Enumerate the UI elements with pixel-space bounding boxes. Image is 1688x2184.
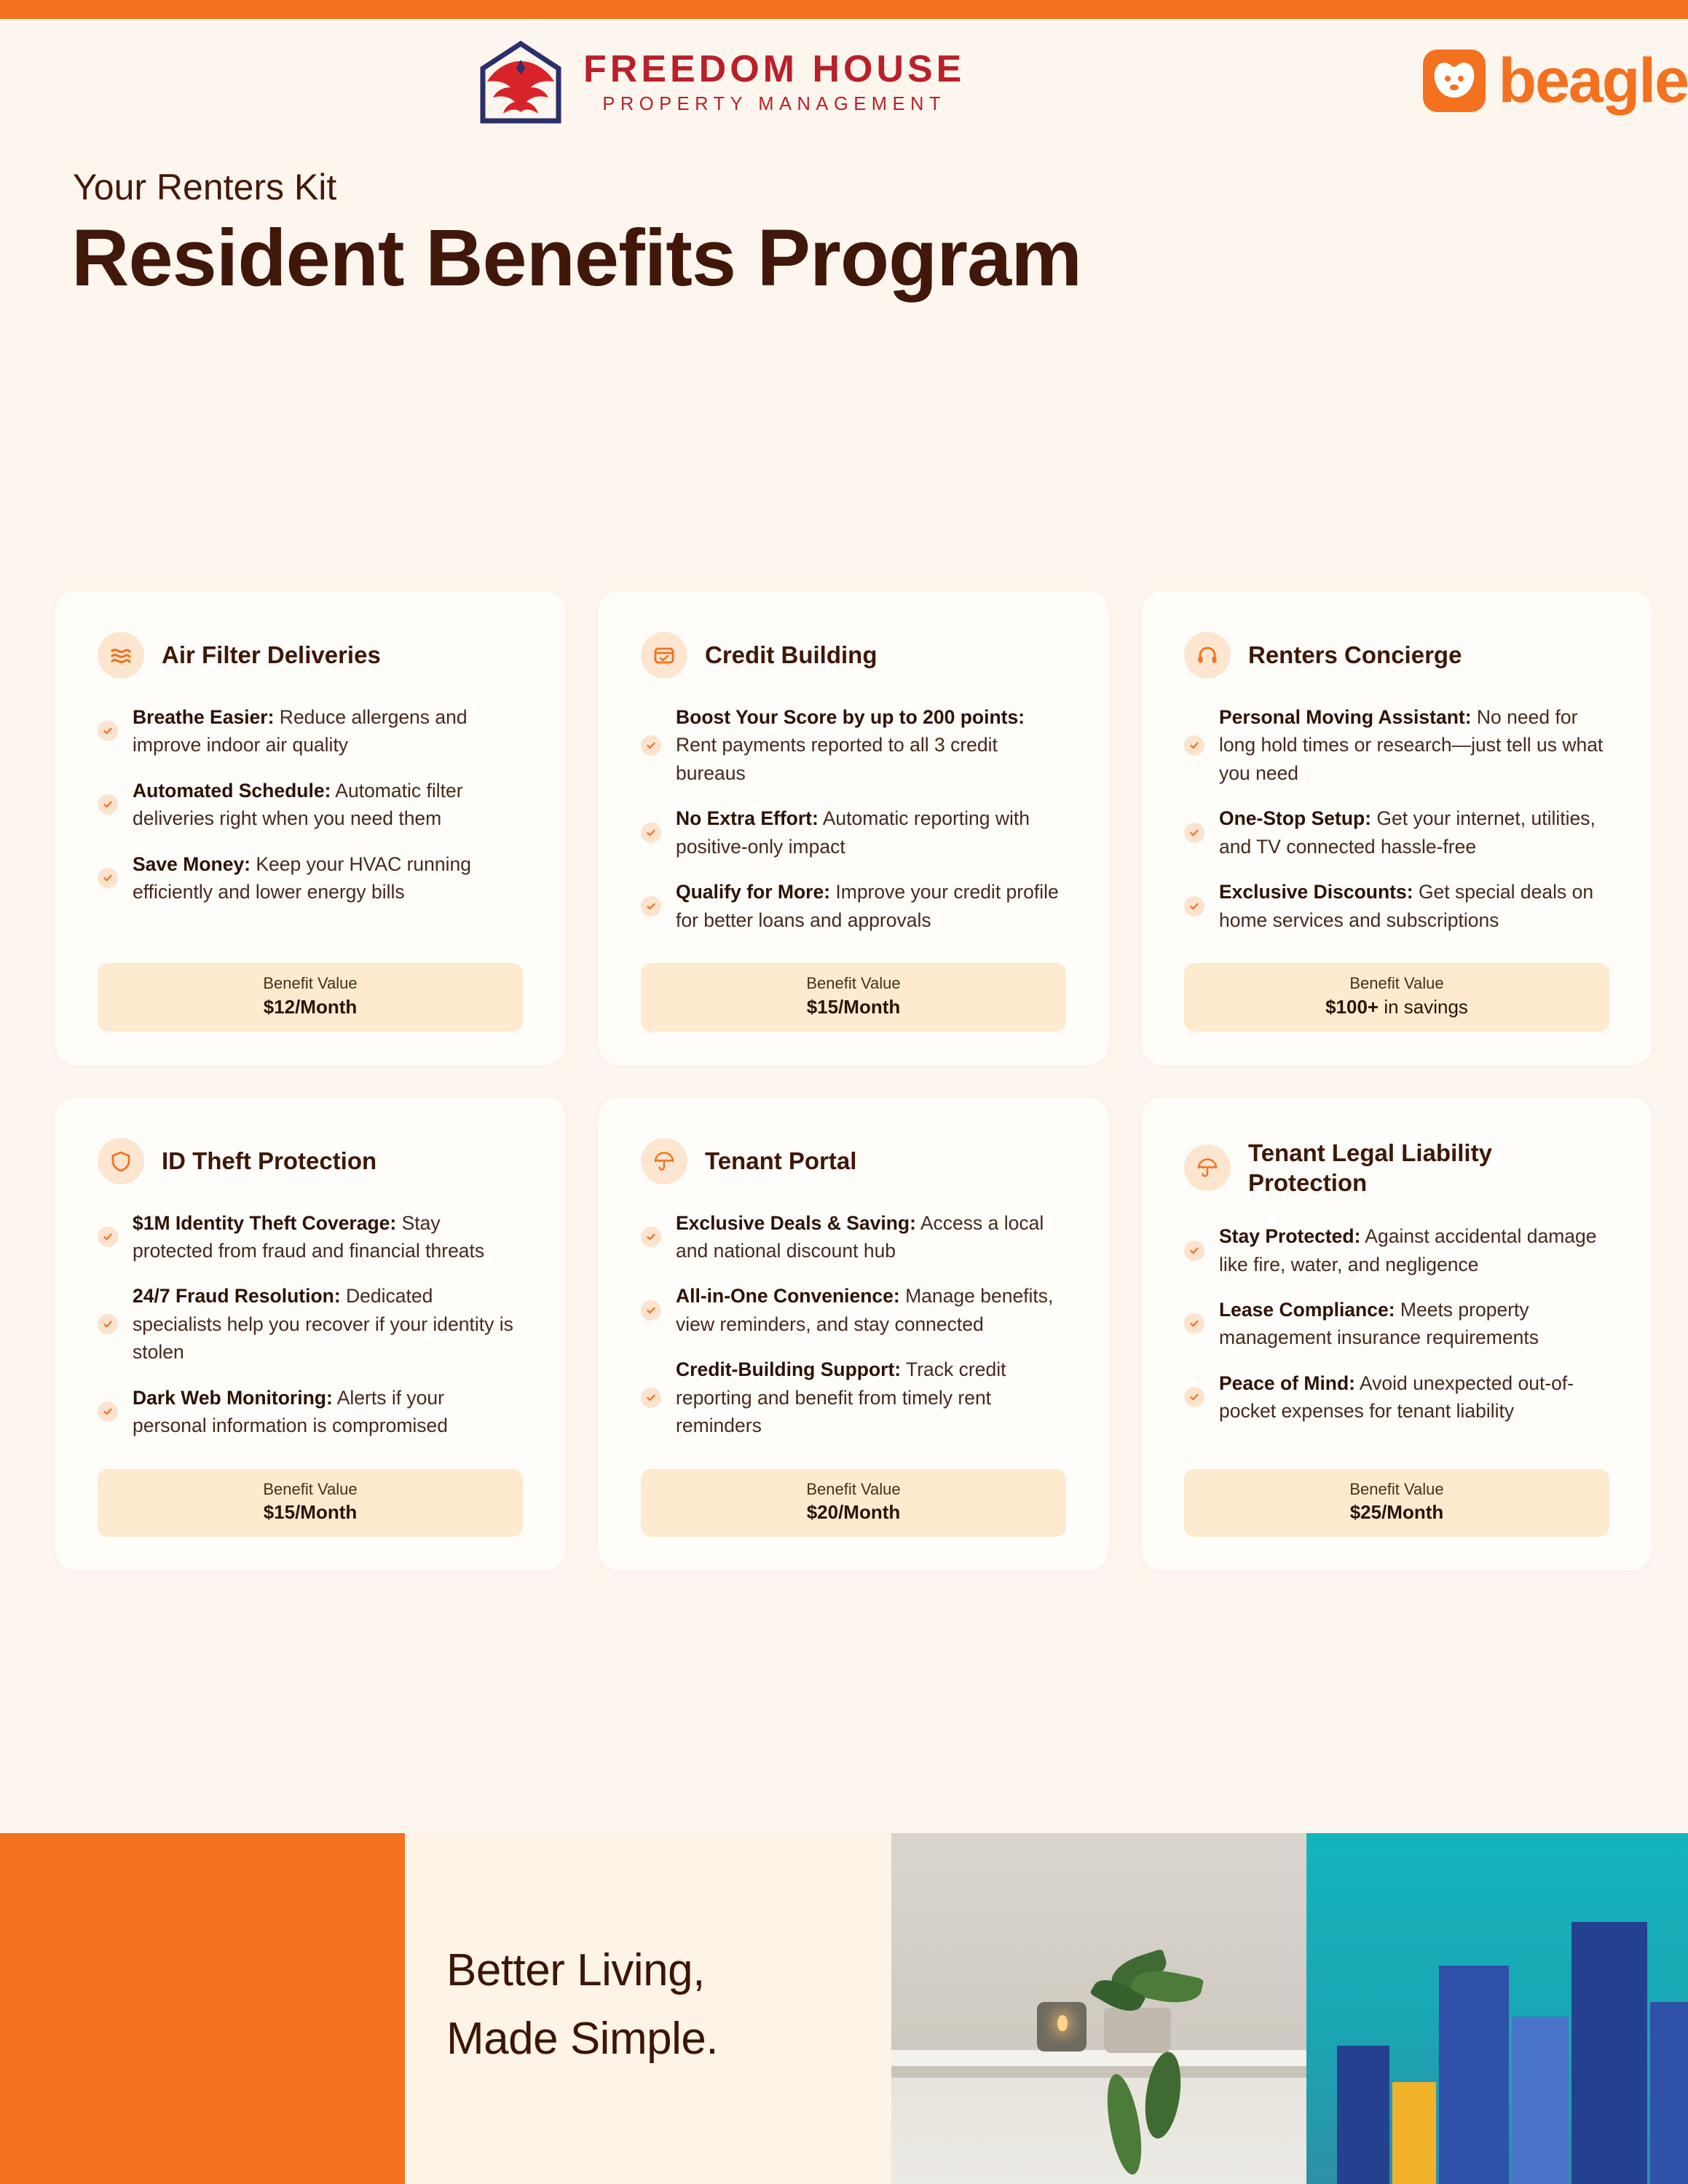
benefit-value-amount-rest: in savings: [1379, 995, 1468, 1018]
list-item: [98, 1384, 523, 1440]
check-icon: [98, 794, 118, 815]
bullet-bold: Breathe Easier:: [133, 706, 275, 728]
benefit-card-air-filter-deliveries: [55, 591, 565, 1065]
check-icon: [1184, 1313, 1204, 1334]
bullet-rest: Get special deals on home services and subscriptions: [1219, 881, 1594, 931]
bullet-rest: Dedicated specialists help you recover if your identity is stolen: [133, 1285, 513, 1364]
list-item: [98, 1209, 523, 1265]
benefit-value-label: Benefit Value: [806, 1479, 901, 1498]
bullet-rest: Improve your credit profile for better loans and approvals: [676, 881, 1059, 931]
building: [1650, 2002, 1688, 2184]
list-item: [1184, 1369, 1609, 1425]
air-filter-icon: [98, 632, 144, 678]
check-icon: [641, 1388, 661, 1408]
page-title: Resident Benefits Program: [71, 213, 1082, 303]
check-icon: [641, 823, 661, 843]
card-header: [641, 1138, 1066, 1184]
brand-title: FREEDOM HOUSE: [583, 48, 966, 91]
check-icon: [641, 1300, 661, 1321]
benefit-value-box: [98, 1469, 523, 1538]
benefit-card-tenant-portal: [599, 1097, 1108, 1571]
top-accent-bar: [0, 0, 1688, 19]
list-item: [1184, 878, 1609, 934]
shelf-shadow: [891, 2066, 1306, 2078]
candle-flame: [1057, 2015, 1068, 2031]
bullet-bold: Peace of Mind:: [1219, 1372, 1356, 1394]
list-item: [641, 804, 1066, 860]
list-item: [1184, 804, 1609, 860]
building: [1512, 2017, 1569, 2184]
bullet-rest: Reduce allergens and improve indoor air quality: [133, 706, 468, 756]
bullet-bold: Lease Compliance:: [1219, 1298, 1395, 1321]
bullet-bold: Boost Your Score by up to 200 points:: [676, 706, 1025, 728]
bullet-rest: Track credit reporting and benefit from timely rent reminders: [676, 1358, 1006, 1437]
footer-tagline-line1: Better Living,: [446, 1945, 705, 1995]
card-bullets: [98, 703, 523, 934]
list-item: [641, 1282, 1066, 1338]
bullet-rest: Against accidental damage like fire, water, and negligence: [1219, 1225, 1597, 1275]
bullet-rest: Access a local and national discount hub: [676, 1211, 1044, 1262]
plant-vine: [1101, 2072, 1148, 2177]
bullet-bold: $1M Identity Theft Coverage:: [133, 1211, 397, 1234]
bullet-bold: Personal Moving Assistant:: [1219, 706, 1472, 728]
check-icon: [641, 735, 661, 756]
benefit-value-amount: [641, 994, 1066, 1020]
benefit-value-amount: [98, 994, 523, 1020]
benefit-value-amount-bold: $15/Month: [263, 1501, 358, 1524]
benefit-card-id-theft-protection: [55, 1097, 565, 1571]
bullet-bold: Automated Schedule:: [133, 779, 331, 802]
bullet-rest: No need for long hold times or research—just tell us what you need: [1219, 706, 1604, 784]
plant-pot: [1104, 2008, 1171, 2053]
list-item: [98, 777, 523, 833]
card-title: Tenant Portal: [705, 1147, 857, 1175]
building: [1571, 1922, 1647, 2184]
kit-label: Your Renters Kit: [73, 167, 337, 207]
benefit-value-amount: [641, 1500, 1066, 1525]
check-icon: [1184, 735, 1204, 756]
bullet-bold: One-Stop Setup:: [1219, 807, 1372, 830]
benefit-value-amount-bold: $12/Month: [263, 995, 358, 1018]
benefit-value-amount-bold: $25/Month: [1349, 1501, 1444, 1524]
benefit-value-box: [1184, 1469, 1609, 1538]
list-item: [98, 850, 523, 906]
freedom-house-logo: [477, 39, 965, 125]
benefit-value-amount-bold: $20/Month: [806, 1501, 901, 1524]
check-icon: [98, 1401, 118, 1422]
bullet-bold: Credit-Building Support:: [676, 1358, 902, 1381]
benefit-value-amount: [1184, 1500, 1609, 1525]
bullet-rest: Automatic reporting with positive-only impact: [676, 807, 1030, 858]
check-icon: [98, 868, 118, 888]
card-title: Renters Concierge: [1248, 641, 1462, 669]
card-header: [641, 632, 1066, 678]
card-title: ID Theft Protection: [162, 1147, 377, 1175]
card-bullets: [1184, 703, 1609, 934]
bullet-bold: Exclusive Deals & Saving:: [676, 1211, 916, 1234]
umbrella-icon: [641, 1138, 687, 1184]
card-header: [1184, 1138, 1609, 1198]
list-item: [98, 703, 523, 759]
card-header: [98, 632, 523, 678]
benefit-value-label: Benefit Value: [806, 973, 901, 992]
list-item: [641, 878, 1066, 934]
check-icon: [641, 896, 661, 917]
bullet-rest: Avoid unexpected out-of-pocket expenses for tenant liability: [1219, 1372, 1574, 1423]
list-item: [1184, 1222, 1609, 1278]
card-bullets: [98, 1209, 523, 1440]
bullet-rest: Keep your HVAC running efficiently and lower energy bills: [133, 852, 471, 903]
bullet-bold: Stay Protected:: [1219, 1225, 1361, 1248]
list-item: [641, 1356, 1066, 1439]
shield-icon: [98, 1138, 144, 1184]
check-icon: [1184, 1387, 1204, 1407]
bullet-bold: Exclusive Discounts:: [1219, 881, 1413, 903]
list-item: [641, 703, 1066, 787]
benefit-value-label: Benefit Value: [1349, 1479, 1444, 1498]
card-title: Tenant Legal Liability Protection: [1248, 1139, 1492, 1196]
beagle-logo: [1423, 46, 1688, 116]
card-header: [1184, 632, 1609, 678]
bullet-rest: Alerts if your personal information is compromised: [133, 1386, 449, 1437]
card-bullets: [1184, 1222, 1609, 1439]
bullet-bold: 24/7 Fraud Resolution:: [133, 1285, 341, 1307]
footer-color-block: [0, 1833, 405, 2184]
check-icon: [98, 1314, 118, 1334]
benefit-value-box: [98, 963, 523, 1032]
interior-shelf-photo: [891, 1833, 1306, 2184]
benefit-value-amount-bold: $100+: [1325, 995, 1379, 1018]
footer-tagline: [446, 1936, 718, 2073]
bullet-rest: Rent payments reported to all 3 credit bureaus: [676, 734, 998, 784]
card-bullets: [641, 1209, 1066, 1440]
list-item: [1184, 1296, 1609, 1352]
benefit-value-label: Benefit Value: [1349, 973, 1444, 992]
beagle-wordmark: beagle: [1498, 46, 1688, 116]
bullet-rest: Get your internet, utilities, and TV connected hassle-free: [1219, 807, 1596, 858]
list-item: [1184, 703, 1609, 787]
header: [0, 19, 1688, 150]
benefit-card-tenant-legal-liability-protection: [1142, 1097, 1652, 1571]
city-skyline-photo: [1306, 1833, 1688, 2184]
bullet-rest: Manage benefits, view reminders, and stay connected: [676, 1285, 1054, 1335]
umbrella-icon: [1184, 1144, 1231, 1191]
eagle-house-icon: [477, 39, 564, 125]
building: [1392, 2082, 1436, 2184]
card-bullets: [641, 703, 1066, 934]
check-icon: [1184, 823, 1204, 843]
check-icon: [98, 1227, 118, 1247]
bullet-rest: Meets property management insurance requirements: [1219, 1298, 1539, 1349]
bullet-bold: Dark Web Monitoring:: [133, 1386, 333, 1409]
bullet-rest: Automatic filter deliveries right when you need them: [133, 779, 463, 830]
beagle-dog-icon: [1423, 50, 1486, 112]
benefits-grid: [55, 591, 1657, 1570]
brand-subtitle: PROPERTY MANAGEMENT: [602, 93, 947, 114]
benefit-value-box: [641, 963, 1066, 1032]
benefit-value-amount-bold: $15/Month: [806, 995, 901, 1018]
check-icon: [98, 721, 118, 741]
credit-card-icon: [641, 632, 687, 678]
list-item: [641, 1209, 1066, 1265]
benefit-card-renters-concierge: [1142, 591, 1652, 1065]
bullet-rest: Stay protected from fraud and financial threats: [133, 1211, 485, 1262]
check-icon: [641, 1227, 661, 1247]
list-item: [98, 1282, 523, 1366]
benefit-value-amount: [1184, 994, 1609, 1020]
benefit-value-box: [1184, 963, 1609, 1032]
bullet-bold: Qualify for More:: [676, 881, 831, 903]
card-header: [98, 1138, 523, 1184]
benefit-card-credit-building: [599, 591, 1108, 1065]
footer: [0, 1833, 1688, 2184]
bullet-bold: No Extra Effort:: [676, 807, 819, 830]
shelf: [891, 2050, 1306, 2066]
check-icon: [1184, 1241, 1204, 1261]
headset-icon: [1184, 632, 1231, 678]
benefit-value-box: [641, 1469, 1066, 1538]
benefit-value-label: Benefit Value: [263, 1479, 358, 1498]
card-title: Air Filter Deliveries: [162, 641, 381, 669]
building: [1439, 1966, 1509, 2184]
footer-tagline-line2: Made Simple.: [446, 2014, 719, 2065]
building: [1337, 2046, 1389, 2184]
bullet-bold: All-in-One Convenience:: [676, 1285, 900, 1307]
bullet-bold: Save Money:: [133, 852, 251, 875]
benefit-value-amount: [98, 1500, 523, 1525]
card-title: Credit Building: [705, 641, 877, 669]
check-icon: [1184, 896, 1204, 917]
benefit-value-label: Benefit Value: [263, 973, 358, 992]
